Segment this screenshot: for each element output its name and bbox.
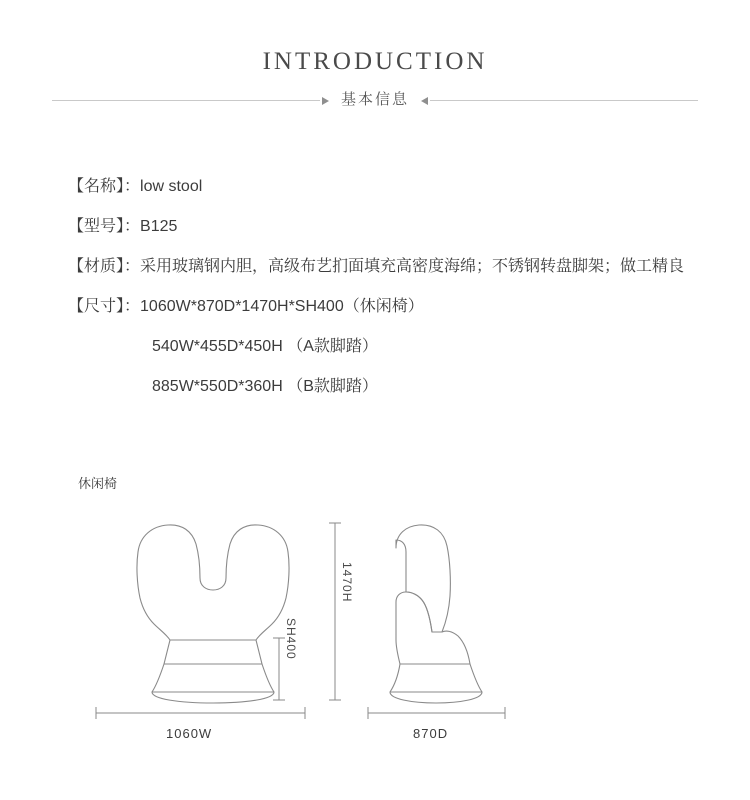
spec-row-size-extra-a: 540W*455D*450H （A款脚踏） xyxy=(152,338,378,355)
spec-value-name: low stool xyxy=(140,178,203,195)
spec-row-size-extra-b: 885W*550D*360H （B款脚踏） xyxy=(152,378,378,395)
front-view-seat xyxy=(164,640,262,664)
spec-label-size: 【尺寸】： xyxy=(68,298,141,315)
overall-height-label: 1470H xyxy=(340,562,354,603)
drawing-area xyxy=(0,500,750,741)
spec-row-material xyxy=(68,247,750,287)
spec-label-model: 【型号】： xyxy=(68,218,141,235)
front-view-backrest xyxy=(137,525,289,640)
side-view-base xyxy=(390,664,482,692)
spec-label-material: 【材质】： xyxy=(68,258,141,275)
spec-value-size: 1060W*870D*1470H*SH400（休闲椅） xyxy=(140,298,424,315)
divider-left xyxy=(52,100,320,101)
spec-list xyxy=(68,167,750,407)
front-view-base-bottom xyxy=(152,692,274,703)
spec-row-model xyxy=(68,207,750,247)
front-view-base xyxy=(152,664,274,692)
drawing-caption: 休闲椅 xyxy=(78,476,118,491)
side-depth-label: 870D xyxy=(413,726,449,741)
page-title: INTRODUCTION xyxy=(262,48,488,75)
side-view-base-bottom xyxy=(390,692,482,703)
spec-row-name xyxy=(68,167,750,207)
seat-height-label: SH400 xyxy=(284,618,298,660)
side-view-seat xyxy=(396,592,470,664)
chair-dimension-drawing xyxy=(0,500,750,730)
spec-row-size xyxy=(68,287,750,327)
page-subtitle: 基本信息 xyxy=(340,91,409,108)
spec-value-model: B125 xyxy=(140,218,178,235)
side-view-backrest-outer xyxy=(396,525,450,632)
dimension-lines xyxy=(96,523,505,719)
arrow-right-icon xyxy=(322,97,329,105)
spec-label-name: 【名称】： xyxy=(68,178,141,195)
divider-right xyxy=(430,100,698,101)
spec-value-material: 采用玻璃钢内胆，高级布艺扪面填充高密度海绵；不锈钢转盘脚架；做工精良 xyxy=(140,258,685,275)
page-header xyxy=(0,0,750,111)
subtitle-row xyxy=(0,90,750,111)
arrow-left-icon xyxy=(421,97,428,105)
front-width-label: 1060W xyxy=(166,726,213,741)
